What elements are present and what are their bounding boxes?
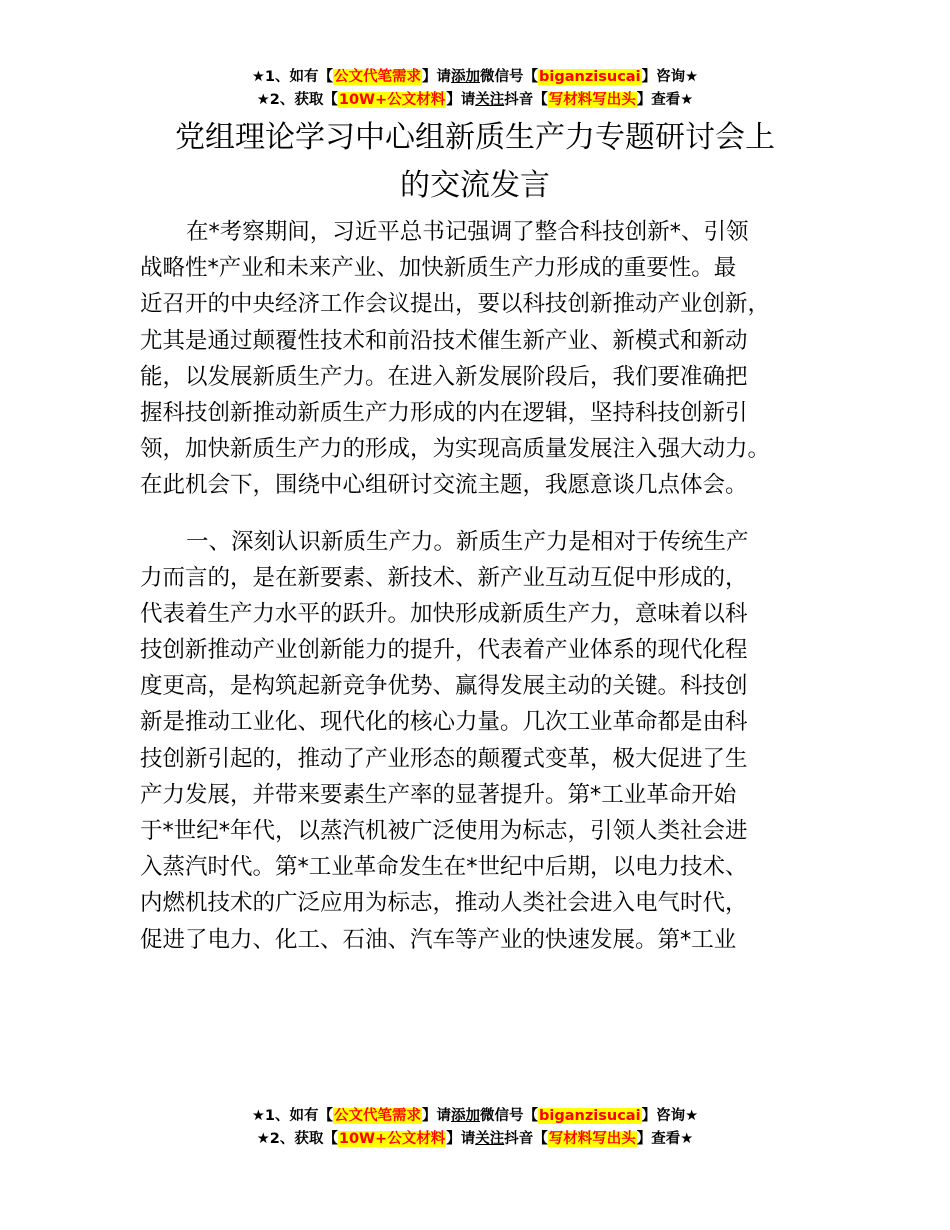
- footer-banner: [0, 1105, 950, 1151]
- banner-line-1: ★1、如有【公文代笔需求】请添加微信号【biganzisucai】咨询★: [251, 69, 699, 85]
- text-line: 一、深刻认识新质生产力。新质生产力是相对于传统生产: [186, 528, 749, 555]
- text-line: 力而言的，是在新要素、新技术、新产业互动互促中形成的，: [140, 564, 748, 591]
- text-line: 领，加快新质生产力的形成，为实现高质量发展注入强大动力。: [140, 436, 771, 463]
- banner-highlight: 公文代笔需求: [334, 69, 422, 85]
- text-line: 内燃机技术的广泛应用为标志，推动人类社会进入电气时代，: [140, 890, 748, 917]
- banner-highlight: 10W+公文材料: [338, 1131, 446, 1147]
- text-line: 度更高，是构筑起新竞争优势、赢得发展主动的关键。科技创: [140, 673, 748, 700]
- banner-highlight: biganzisucai: [539, 69, 641, 85]
- banner-line-2: ★2、获取【10W+公文材料】请关注抖音【写材料写出头】查看★: [256, 92, 694, 108]
- banner-highlight: 写材料写出头: [548, 1131, 636, 1147]
- banner-line-1: ★1、如有【公文代笔需求】请添加微信号【biganzisucai】咨询★: [251, 1108, 699, 1124]
- title-line: 党组理论学习中心组新质生产力专题研讨会上: [175, 120, 775, 155]
- banner-highlight: 写材料写出头: [548, 92, 636, 108]
- text-line: 战略性*产业和未来产业、加快新质生产力形成的重要性。最: [140, 255, 737, 282]
- banner-highlight: biganzisucai: [539, 1108, 641, 1124]
- banner-highlight: 公文代笔需求: [334, 1108, 422, 1124]
- document-title: [120, 114, 830, 210]
- header-banner: [0, 66, 950, 112]
- text-line: 于*世纪*年代，以蒸汽机被广泛使用为标志，引领人类社会进: [140, 818, 748, 844]
- document-body: [140, 214, 840, 958]
- text-line: 技创新引起的，推动了产业形态的颠覆式变革，极大促进了生: [140, 745, 748, 772]
- text-line: 新是推动工业化、现代化的核心力量。几次工业革命都是由科: [140, 709, 748, 736]
- title-line: 的交流发言: [400, 168, 550, 203]
- text-line: 代表着生产力水平的跃升。加快形成新质生产力，意味着以科: [140, 600, 748, 627]
- text-line: 促进了电力、化工、石油、汽车等产业的快速发展。第*工业: [140, 926, 737, 953]
- text-line: 在此机会下，围绕中心组研讨交流主题，我愿意谈几点体会。: [140, 472, 748, 499]
- text-line: 能，以发展新质生产力。在进入新发展阶段后，我们要准确把: [140, 363, 748, 390]
- banner-line-2: ★2、获取【10W+公文材料】请关注抖音【写材料写出头】查看★: [256, 1131, 694, 1147]
- text-line: 产力发展，并带来要素生产率的显著提升。第*工业革命开始: [140, 781, 737, 808]
- text-line: 握科技创新推动新质生产力形成的内在逻辑，坚持科技创新引: [140, 399, 748, 426]
- text-line: 尤其是通过颠覆性技术和前沿技术催生新产业、新模式和新动: [140, 327, 748, 354]
- text-line: 入蒸汽时代。第*工业革命发生在*世纪中后期，以电力技术、: [140, 854, 748, 881]
- text-line: 近召开的中央经济工作会议提出，要以科技创新推动产业创新，: [140, 291, 771, 318]
- banner-highlight: 10W+公文材料: [338, 92, 446, 108]
- text-line: 技创新推动产业创新能力的提升，代表着产业体系的现代化程: [140, 637, 748, 664]
- paragraph-2: [140, 524, 840, 958]
- paragraph-1: [140, 214, 840, 504]
- text-line: 在*考察期间，习近平总书记强调了整合科技创新*、引领: [186, 219, 749, 245]
